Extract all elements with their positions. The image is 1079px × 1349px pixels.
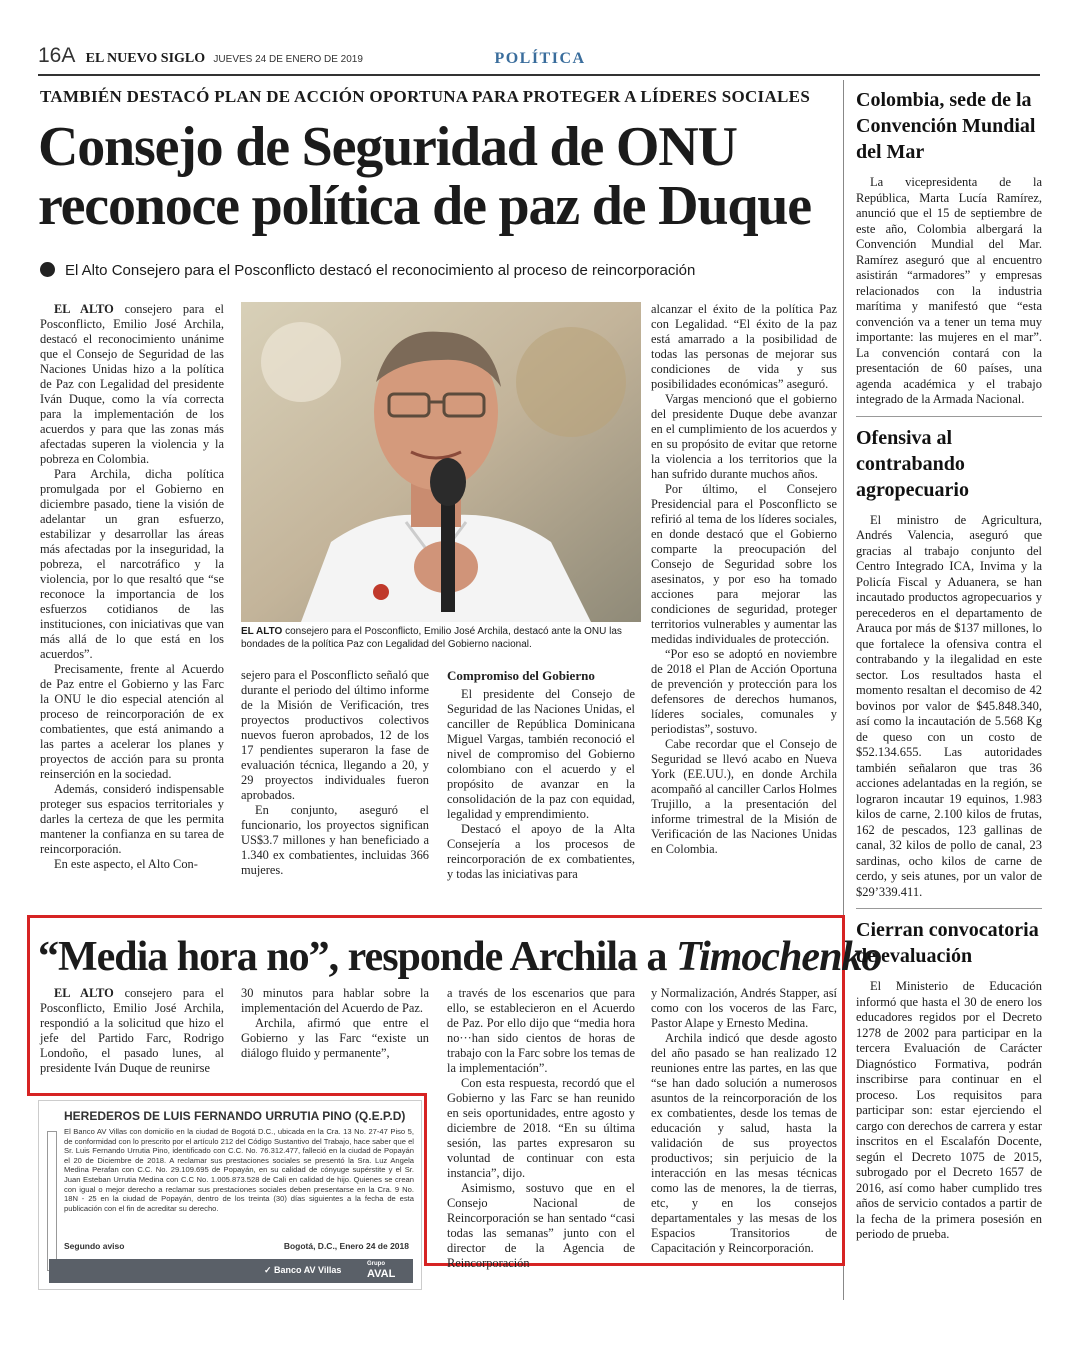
main-col-4 — [651, 302, 837, 857]
page-number: 16A — [38, 44, 76, 67]
page-header — [38, 44, 363, 68]
ad-notice: Segundo aviso — [64, 1241, 125, 1251]
bank-name: Banco AV Villas — [274, 1265, 342, 1275]
paragraph: a través de los escenarios que para ello, se establecieron en el Acuerdo de Paz. Por ello dijo que “media hora no···han sido cientos de horas de trabajo con la Farc sobre los temas de la implementación”. — [447, 986, 635, 1075]
main-headline: Consejo de Seguridad de ONU reconoce política de paz de Duque — [38, 116, 811, 238]
paragraph: consejero para el Posconflicto, Emilio José Archila, respondió a la solicitud que hizo el jefe del Partido Farc, Rodrigo Londoño, el pasado lunes, al presidente Iván Duque de reunirse — [40, 986, 224, 1075]
sidebar-divider-1 — [856, 416, 1042, 417]
second-headline — [38, 933, 882, 981]
sidebar-item-3-title: Cierran convocatoria de evaluación — [856, 919, 1039, 967]
kicker: TAMBIÉN DESTACÓ PLAN DE ACCIÓN OPORTUNA PARA PROTEGER A LÍDERES SOCIALES — [40, 87, 811, 106]
bullet-icon — [40, 262, 55, 277]
newspaper-name: EL NUEVO SIGLO — [85, 51, 206, 66]
header-rule — [38, 74, 1040, 76]
paragraph: sejero para el Posconflicto señaló que durante el periodo del último informe de la Misión de Verificación, tres proyectos productivos colectivos nuevos fueron aprobados, 12 de los 17 pendientes superaron la fase de evaluación técnica, llegando a 20, y 29 proyectos individuales fueron aprobados. — [241, 668, 429, 802]
paragraph: Vargas mencionó que el gobierno del presidente Duque debe avanzar en el cumplimiento de los acuerdos y en su propósito de evitar que retorne la violencia a los territorios que la han sufrido durante muchos años. — [651, 392, 837, 481]
paragraph: Para Archila, dicha política promulgada por el Gobierno en diciembre pasado, tiene la visión de adelantar un gran esfuerzo, estabilizar y desarrollar las áreas más afectadas por la inseguridad, la pobreza, el narcotráfico y la violencia, por lo que resaltó que “se reconoce la importancia de los esfuerzos cotidianos de las instituciones, con iniciativas que van más allá de lo que está en los acuerdos”. — [40, 467, 224, 661]
ad-vertical-stamp — [47, 1131, 57, 1271]
main-col-2 — [241, 668, 429, 878]
deck-text: El Alto Consejero para el Posconflicto destacó el reconocimiento al proceso de reincorporación — [65, 262, 696, 279]
photo-caption — [241, 626, 641, 651]
bank-logo: ✓ Banco AV Villas — [264, 1265, 342, 1275]
paragraph: Cabe recordar que el Consejo de Seguridad se llevó acabo en Nueva York (EE.UU.), en donde Archila acompañó al canciller Carlos Holmes Trujillo, a la presentación del informe trimestral de la Misión de Verificación de las Naciones Unidas en Colombia. — [651, 737, 837, 856]
paragraph: La vicepresidenta de la República, Marta Lucía Ramírez, anunció que el 15 de septiembre de este año, Colombia albergará la Convención Mundial del Mar. Ramírez aseguró que al encuentro asistirán “armadores” y empresas relacionados con la industria marítima y manifestó que “esta convención va a tener un tema muy importante: las mujeres en el mar”. La convención contará con la presentación de 60 países, una agenda académica y el trabajo integrado de la Armada Nacional. — [856, 175, 1042, 406]
caption-lead: EL ALTO — [241, 626, 283, 637]
subheading: Compromiso del Gobierno — [447, 668, 595, 683]
second-headline-text: “Media hora no”, responde Archila a — [38, 934, 676, 980]
ad-body: El Banco AV Villas con domicilio en la ciudad de Bogotá D.C., ubicada en la Cra. 13 No. 27-47 Piso 5, de conformidad con lo prescrito por el artículo 212 del Código Sustantivo del Trabajo, hace saber que el Sr. Luis Fernando Urrutia Pino, identificado con C.C. No. 76.312.477, falleció en la ciudad de Popayán el 20 de Diciembre de 2018. A reclamar sus prestaciones sociales se presentó la Sra. Luz Angela Medina Perafan con C.C. No. 29.109.695 de Popayán, en su calidad de cónyuge supérstite y el Sr. Juan Esteban Urrutia Medina con C.C No. 1.005.873.528 de Cali en calidad de hijo. Quienes se crean con igual o mejor derecho a reclamar sus prestaciones sociales deben presentarse en la Cra. 9 No. 18N - 25 en la ciudad de Popayán, dentro de los treinta (30) días siguientes a la fecha de esta publicación con el fin de acreditar su derecho. — [64, 1127, 414, 1213]
paragraph: En este aspecto, el Alto Con- — [54, 857, 198, 871]
legal-notice-ad — [38, 1100, 422, 1290]
paragraph: y Normalización, Andrés Stapper, así como con los voceros de las Farc, Pastor Alape y Ernesto Medina. — [651, 986, 837, 1030]
lead-in: EL ALTO — [54, 986, 114, 1000]
paragraph: Con esta respuesta, recordó que el Gobierno y las Farc se han reunido en seis oportunidades, entre agosto y diciembre de 2018. “En su última sesión, las partes expresaron su voluntad de continuar con esta instancia”, dijo. — [447, 1076, 635, 1180]
main-col-3 — [447, 668, 635, 882]
paragraph: Por último, el Consejero Presidencial para el Posconflicto se refirió al tema de los líderes sociales, en donde destacó que el Gobierno comparte la preocupación del Consejo de Seguridad sobre los asesinatos, y por eso ha tomado acciones para mejorar las condiciones de seguridad, proteger territorios vulnerables y aumentar las medidas individuales de protección. — [651, 482, 837, 646]
paragraph: Además, consideró indispensable proteger sus espacios territoriales y darles la certeza de que les permita mantener la confianza en su tarea de reincorporación. — [40, 782, 224, 856]
sidebar-divider-2 — [856, 908, 1042, 909]
issue-date: JUEVES 24 DE ENERO DE 2019 — [213, 54, 363, 65]
paragraph: consejero para el Posconflicto, Emilio José Archila, destacó el reconocimiento unánime que el Consejo de Seguridad de las Naciones Unidas hizo a la política de Paz con Legalidad del presidente Iván Duque, como la vía correcta para la implementación de los acuerdos y para que las zonas más afectadas superen la violencia y la pobreza en Colombia. — [40, 302, 224, 466]
second-col-2 — [241, 986, 429, 1061]
ad-footer-bar — [49, 1259, 413, 1283]
main-col-1 — [40, 302, 224, 872]
paragraph: El Ministerio de Educación informó que hasta el 30 de enero los educadores regidos por el Decreto 1278 de 2002 para participar en la tercera Evaluación de Carácter Diagnóstico Formativa, podrán inscribirse para continuar en el proceso. Los requisitos para participar son: estar ejerciendo el cargo con derechos de carrera y estar inscritos en el Escalafón Docente, según el Decreto 1075 de 2015, subrogado por el Decreto 1657 de 2016, así como haber cumplido tres años de servicio contados a partir de la fecha de la primera posesión en periodo de prueba. — [856, 979, 1042, 1241]
sidebar-item-2-body — [856, 513, 1042, 901]
group-label: Grupo — [367, 1261, 385, 1267]
paragraph: “Por eso se adoptó en noviembre de 2018 el Plan de Acción Oportuna de prevención y protección para los defensores de derechos humanos, líderes sociales, comunales y periodistas”, sostuvo. — [651, 647, 837, 736]
paragraph: El ministro de Agricultura, Andrés Valencia, aseguró que gracias al trabajo conjunto del Centro Integrado ICA, Invima y la Policía Fiscal y Aduanera, se han incautado productos agropecuarios y perecederos en el departamento de Arauca por más de $137 millones, lo que fortalece la ofensiva contra el contrabando y la ilegalidad en este sector. Los resultados hasta el momento resaltan el decomiso de 42 bovinos por valor de $45.848.340, así como la incautación de 5.568 Kg de queso con un costo de $52.134.655. Las autoridades también señalaron que tras 36 acciones adelantadas en la región, se lograron incautar 19 equinos, 1.983 kilos de carne, 2.100 kilos de frutas, 162 de pescados, 123 gallinas de canal, 32 kilos de pollo de canal, 23 sardinas, ocho kilos de carne de cerdo, y seis atunes, por un valor de $29’339.411. — [856, 512, 1042, 899]
sidebar-item-1-title: Colombia, sede de la Convención Mundial del Mar — [856, 89, 1036, 163]
ad-title: HEREDEROS DE LUIS FERNANDO URRUTIA PINO (Q.E.P.D) — [64, 1109, 406, 1123]
second-col-4 — [651, 986, 837, 1256]
paragraph: Archila, afirmó que entre el Gobierno y las Farc “existe un diálogo fluido y permanente”, — [241, 1016, 429, 1060]
sidebar-item-3-body — [856, 979, 1042, 1243]
sidebar-item-1-body — [856, 175, 1042, 408]
article-photo — [241, 302, 641, 622]
paragraph: El presidente del Consejo de Seguridad de las Naciones Unidas, el canciller de República Dominicana Miguel Vargas, también reconoció el nivel de compromiso del Gobierno colombiano con el acuerdo y el propósito de avanzar en la consolidación de la paz con equidad, legalidad y emprendimiento. — [447, 687, 635, 821]
paragraph: Archila indicó que desde agosto del año pasado se han realizado 12 reuniones entre las partes, en las que “se han dado solución a numerosos asuntos de la reincorporación de los ex combatientes, desde los temas de educación y salud, hasta la validación de sus proyectos productivos; sin perjuicio de la interacción en las mesas técnicas como las de menores, la de tierras, etc, y en los consejos departamentales y las mesas de los Espacios Transitorios de Capacitación y Reincorporación. — [651, 1031, 837, 1255]
second-col-3 — [447, 986, 635, 1271]
paragraph: Destacó el apoyo de la Alta Consejería a los procesos de reincorporación de ex combatientes, y todas las iniciativas para — [447, 822, 635, 881]
paragraph: 30 minutos para hablar sobre la implementación del Acuerdo de Paz. — [241, 986, 429, 1015]
paragraph: Precisamente, frente al Acuerdo de Paz entre el Gobierno y las Farc la ONU le dio especial atención al proceso de reincorporación de ex combatientes, que está animando a las partes a acelerar los planes y proyectos de acción para su pronta reinserción en la sociedad. — [40, 662, 224, 781]
sidebar-item-2-title: Ofensiva al contrabando agropecuario — [856, 426, 969, 501]
second-col-1 — [40, 986, 224, 1076]
speaker-photo-illustration — [241, 302, 641, 622]
paragraph: Asimismo, sostuvo que en el Consejo Nacional de Reincorporación se han sentado “casi todas las semanas” junto con el director de la Agencia de Reincorporación — [447, 1181, 635, 1270]
lead-in: EL ALTO — [54, 302, 114, 316]
paragraph: En conjunto, aseguró el funcionario, los proyectos significan US$3.7 millones y han beneficiado a 1.340 ex combatientes, incluidas 366 mujeres. — [241, 803, 429, 877]
sidebar — [856, 87, 1042, 1243]
deck — [40, 262, 840, 279]
group-logo: AVAL — [367, 1268, 396, 1280]
second-headline-italic: Timochenko — [676, 934, 882, 980]
section-label: POLÍTICA — [494, 50, 586, 67]
paragraph: alcanzar el éxito de la política Paz con Legalidad. “El éxito de la paz está amarrado a la posibilidad de todas las personas de mejorar sus condiciones de vida y sus posibilidades económicas” aseguró. — [651, 302, 837, 391]
caption-text: consejero para el Posconflicto, Emilio José Archila, destacó ante la ONU las bondades de la política Paz con Legalidad del Gobierno nacional. — [241, 626, 622, 650]
ad-date: Bogotá, D.C., Enero 24 de 2018 — [283, 1241, 409, 1251]
highlight-box-connector — [27, 1093, 427, 1096]
